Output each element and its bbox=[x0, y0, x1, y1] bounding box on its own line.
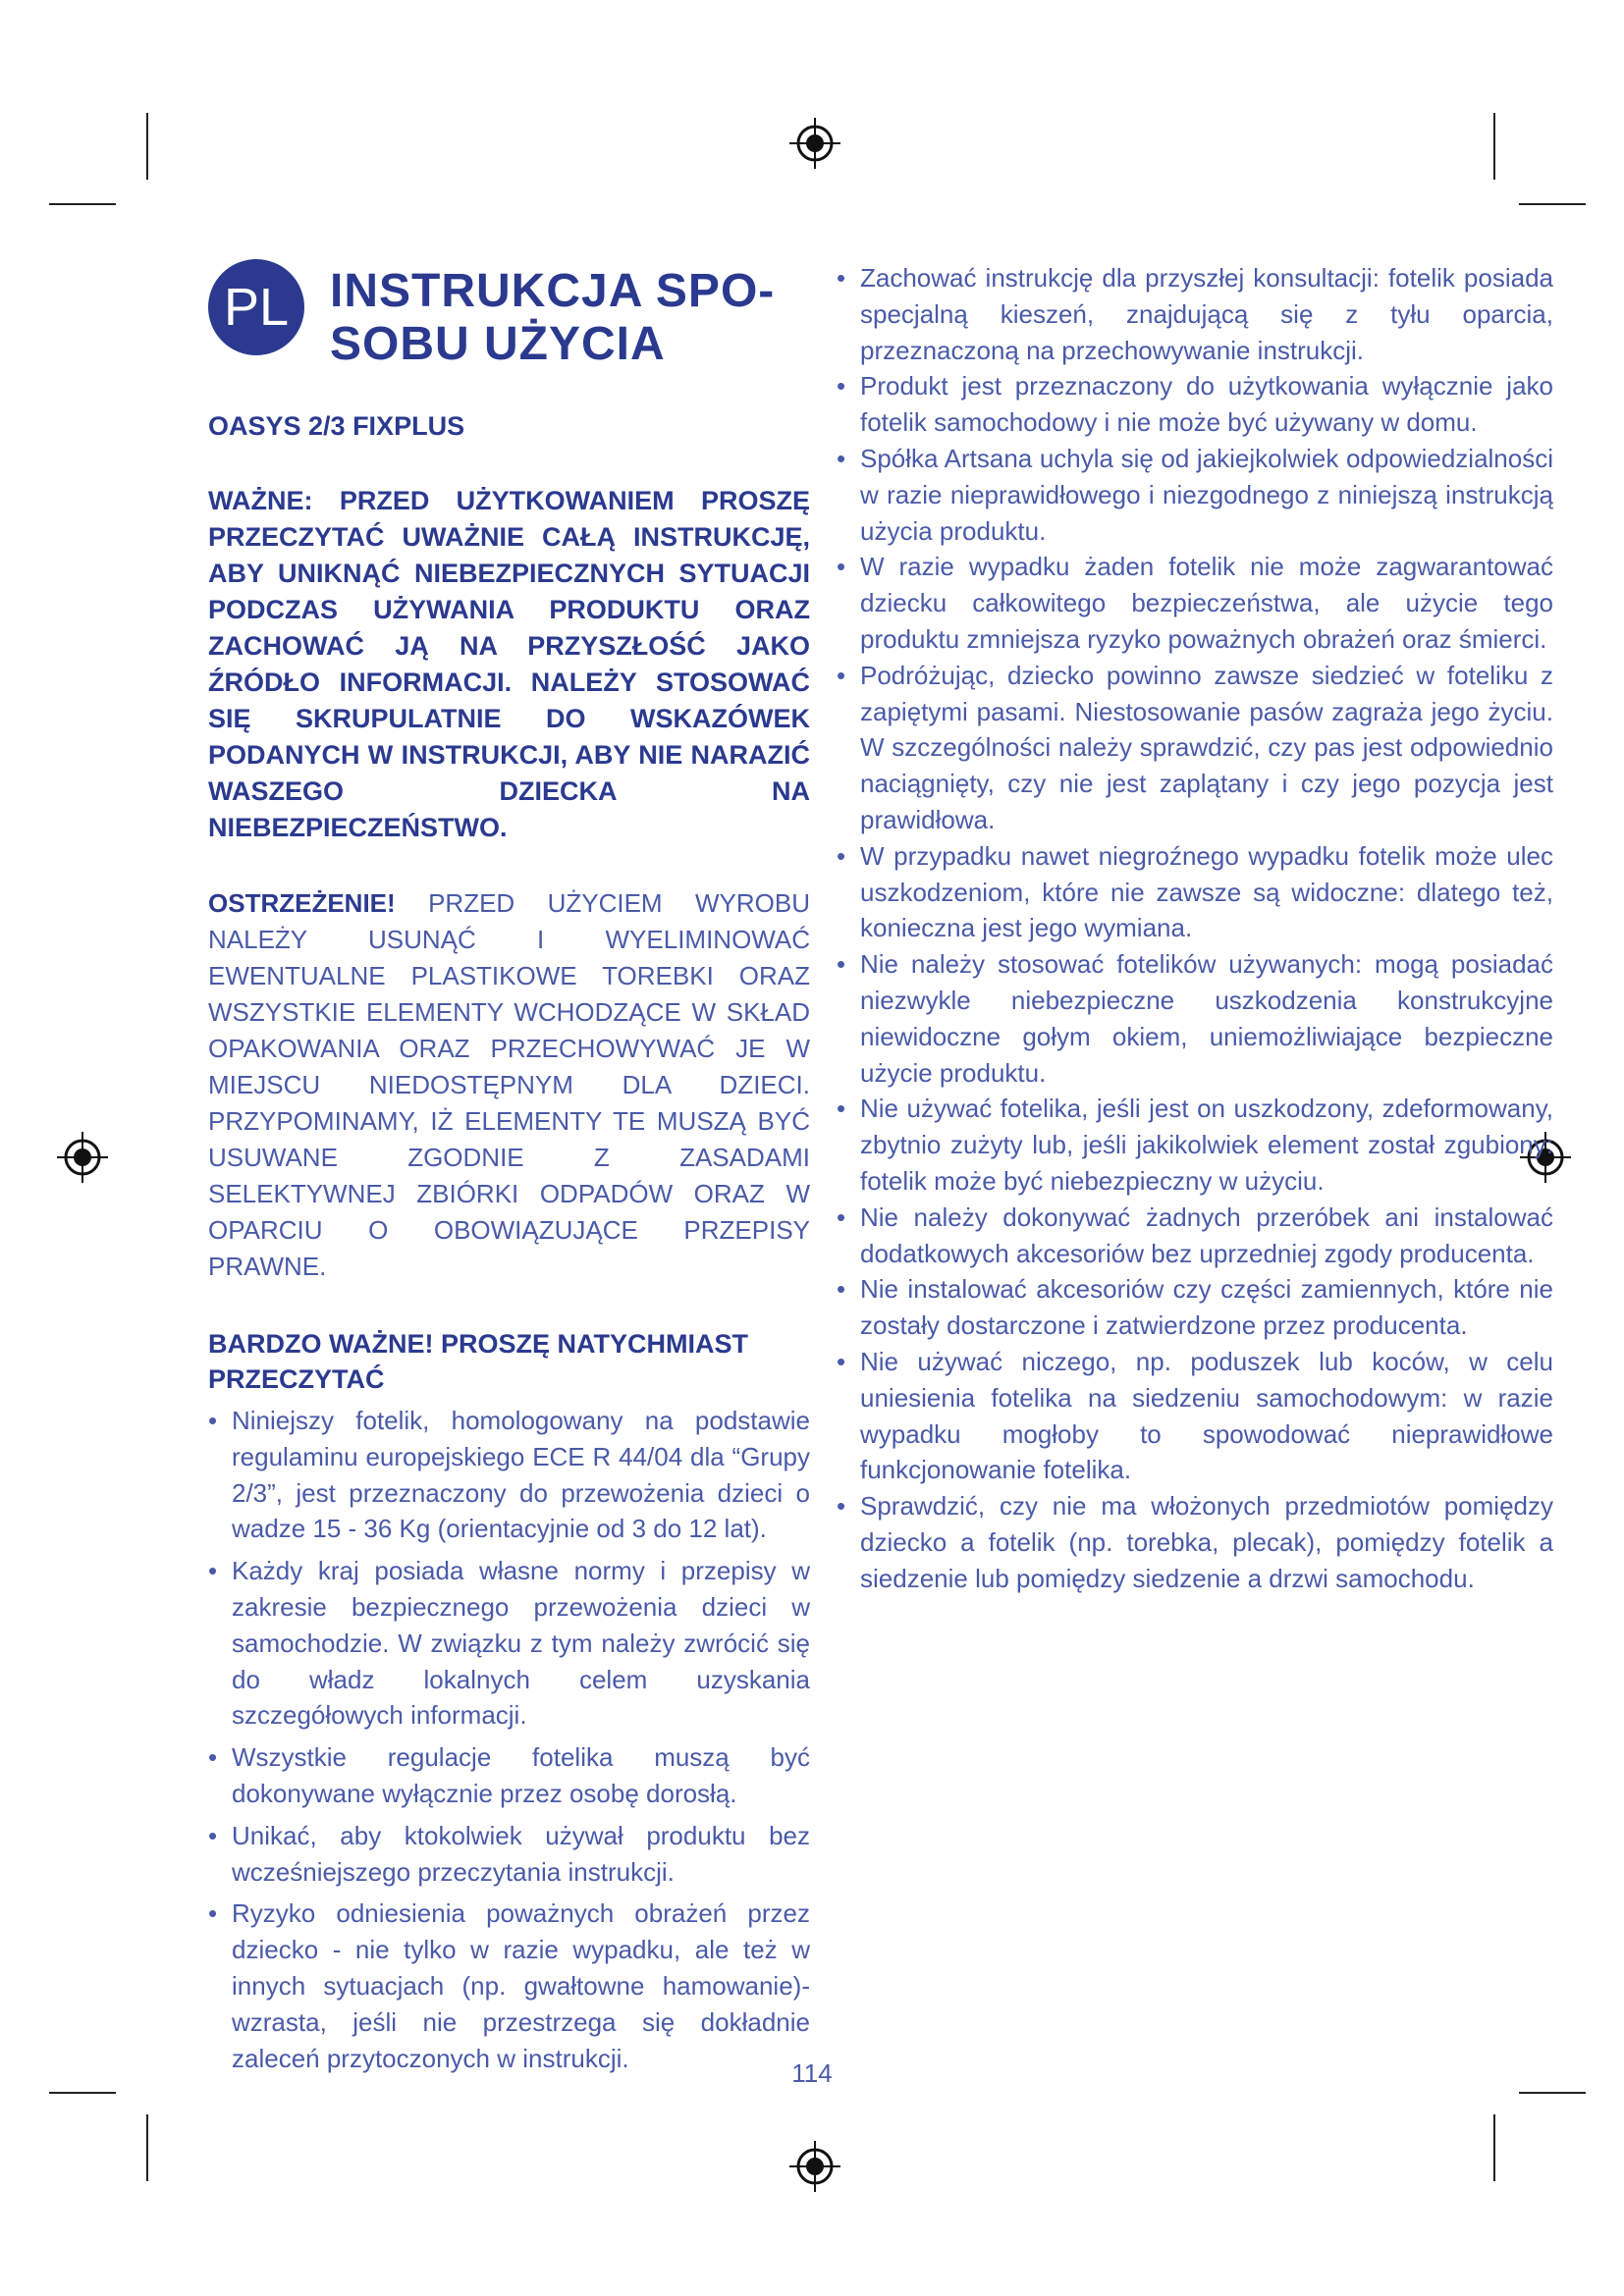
list-item: • W razie wypadku żaden fotelik nie może zagwarantować dziecku całkowitego bezpieczeństwa, ale użycie tego produktu zmniejsza ryzyko poważnych obrażeń oraz śmierci. bbox=[837, 549, 1553, 657]
list-item: • Spółka Artsana uchyla się od jakiejkolwiek odpowiedzialności w razie nieprawidłowego i niezgodnego z niniejszą instrukcją użycia produktu. bbox=[837, 441, 1553, 549]
list-item: • Zachować instrukcję dla przyszłej konsultacji: fotelik posiada specjalną kieszeń, znajdującą się z tyłu oparcia, przeznaczoną na przechowywanie instrukcji. bbox=[837, 260, 1553, 368]
crop-mark bbox=[1519, 203, 1586, 205]
warning-label: OSTRZEŻENIE! bbox=[208, 888, 396, 918]
warning-text: PRZED UŻYCIEM WYROBU NALEŻY USUNĄĆ I WYELIMINOWAĆ EWENTUALNE PLASTIKOWE TOREBKI ORAZ WSZYSTKIE ELEMENTY WCHODZĄCE W SKŁAD OPAKOWANIA ORAZ PRZECHOWYWAĆ JE W MIEJSCU NIEDOSTĘPNYM DLA DZIECI. PRZYPOMINAMY, IŻ ELEMENTY TE MUSZĄ BYĆ USUWANE ZGODNIE Z ZASADAMI SELEKTYWNEJ ZBIÓRKI ODPADÓW ORAZ W OPARCIU O OBOWIĄZUJĄCE PRZEPISY PRAWNE. bbox=[208, 888, 810, 1281]
registration-mark-icon bbox=[789, 2141, 840, 2192]
list-item: • W przypadku nawet niegroźnego wypadku fotelik może ulec uszkodzeniom, które nie zawsze są widoczne: dlatego też, konieczna jest jego wymiana. bbox=[837, 838, 1553, 946]
warning-paragraph bbox=[208, 885, 810, 1285]
important-notice: WAŻNE: PRZED UŻYTKOWANIEM PROSZĘ PRZECZYTAĆ UWAŻNIE CAŁĄ INSTRUKCJĘ, ABY UNIKNĄĆ NIEBEZPIECZNYCH SYTUACJI PODCZAS UŻYWANIA PRODUKTU ORAZ ZACHOWAĆ JĄ NA PRZYSZŁOŚĆ JAKO ŹRÓDŁO INFORMACJI. NALEŻY STOSOWAĆ SIĘ SKRUPULATNIE DO WSKAZÓWEK PODANYCH W INSTRUKCJI, ABY NIE NARAZIĆ WASZEGO DZIECKA NA NIEBEZPIECZEŃSTWO. bbox=[208, 486, 810, 842]
right-column bbox=[837, 260, 1553, 1596]
crop-mark bbox=[49, 203, 116, 205]
crop-mark bbox=[1519, 2092, 1586, 2094]
crop-mark bbox=[49, 2092, 116, 2094]
right-bullet-list bbox=[837, 260, 1553, 1596]
language-badge: PL bbox=[208, 259, 304, 355]
registration-mark-icon bbox=[57, 1132, 108, 1183]
crop-mark bbox=[1493, 2114, 1495, 2181]
crop-mark bbox=[146, 113, 148, 180]
list-item: • Produkt jest przeznaczony do użytkowania wyłącznie jako fotelik samochodowy i nie może być używany w domu. bbox=[837, 368, 1553, 441]
crop-mark bbox=[1493, 113, 1495, 180]
list-item: • Niniejszy fotelik, homologowany na podstawie regulaminu europejskiego ECE R 44/04 dla “Grupy 2/3”, jest przeznaczony do przewożenia dzieci o wadze 15 - 36 Kg (orientacyjnie od 3 do 12 lat). bbox=[208, 1403, 810, 1547]
page-number: 114 bbox=[791, 2058, 833, 2088]
title-line: INSTRUKCJA SPO- bbox=[330, 265, 776, 317]
list-item: • Każdy kraj posiada własne normy i przepisy w zakresie bezpiecznego przewożenia dzieci w samochodzie. W związku z tym należy zwrócić się do władz lokalnych celem uzyskania szczegółowych informacji. bbox=[208, 1553, 810, 1734]
title-line: SOBU UŻYCIA bbox=[330, 318, 666, 370]
section-heading: BARDZO WAŻNE! PROSZĘ NATYCHMIAST PRZECZYTAĆ bbox=[208, 1329, 748, 1394]
registration-mark-icon bbox=[789, 118, 840, 169]
list-item: • Nie należy dokonywać żadnych przeróbek ani instalować dodatkowych akcesoriów bez uprzedniej zgody producenta. bbox=[837, 1200, 1553, 1272]
list-item: • Unikać, aby ktokolwiek używał produktu bez wcześniejszego przeczytania instrukcji. bbox=[208, 1818, 810, 1891]
list-item: • Ryzyko odniesienia poważnych obrażeń przez dziecko - nie tylko w razie wypadku, ale też w innych sytuacjach (np. gwałtowne hamowanie)- wzrasta, jeśli nie przestrzega się dokładnie zaleceń przytoczonych w instrukcji. bbox=[208, 1896, 810, 2076]
list-item: • Podróżując, dziecko powinno zawsze siedzieć w foteliku z zapiętymi pasami. Niestosowanie pasów zagraża jego życiu. W szczególności należy sprawdzić, czy pas jest odpowiednio naciągnięty, czy nie jest zaplątany i czy jego pozycja jest prawidłowa. bbox=[837, 658, 1553, 838]
list-item: • Nie należy stosować fotelików używanych: mogą posiadać niezwykle niebezpieczne uszkodzenia konstrukcyjne niewidoczne gołym okiem, uniemożliwiające bezpieczne użycie produktu. bbox=[837, 946, 1553, 1091]
list-item: • Nie używać niczego, np. poduszek lub koców, w celu uniesienia fotelika na siedzeniu samochodowym: w razie wypadku mogłoby to spowodować nieprawidłowe funkcjonowanie fotelika. bbox=[837, 1344, 1553, 1488]
left-bullet-list bbox=[208, 1403, 810, 2076]
list-item: • Wszystkie regulacje fotelika muszą być dokonywane wyłącznie przez osobę dorosłą. bbox=[208, 1739, 810, 1812]
list-item: • Nie używać fotelika, jeśli jest on uszkodzony, zdeformowany, zbytnio zużyty lub, jeśli jakikolwiek element został zgubiony: fotelik może być niebezpieczny w użyciu. bbox=[837, 1091, 1553, 1199]
list-item: • Nie instalować akcesoriów czy części zamiennych, które nie zostały dostarczone i zatwierdzone przez producenta. bbox=[837, 1271, 1553, 1344]
page-header bbox=[208, 257, 810, 395]
list-item: • Sprawdzić, czy nie ma włożonych przedmiotów pomiędzy dziecko a fotelik (np. torebka, plecak), pomiędzy fotelik a siedzenie lub pomiędzy siedzenie a drzwi samochodu. bbox=[837, 1488, 1553, 1596]
left-column bbox=[208, 257, 810, 2082]
product-name: OASYS 2/3 FIXPLUS bbox=[208, 411, 465, 441]
crop-mark bbox=[146, 2114, 148, 2181]
page-title bbox=[330, 265, 775, 371]
